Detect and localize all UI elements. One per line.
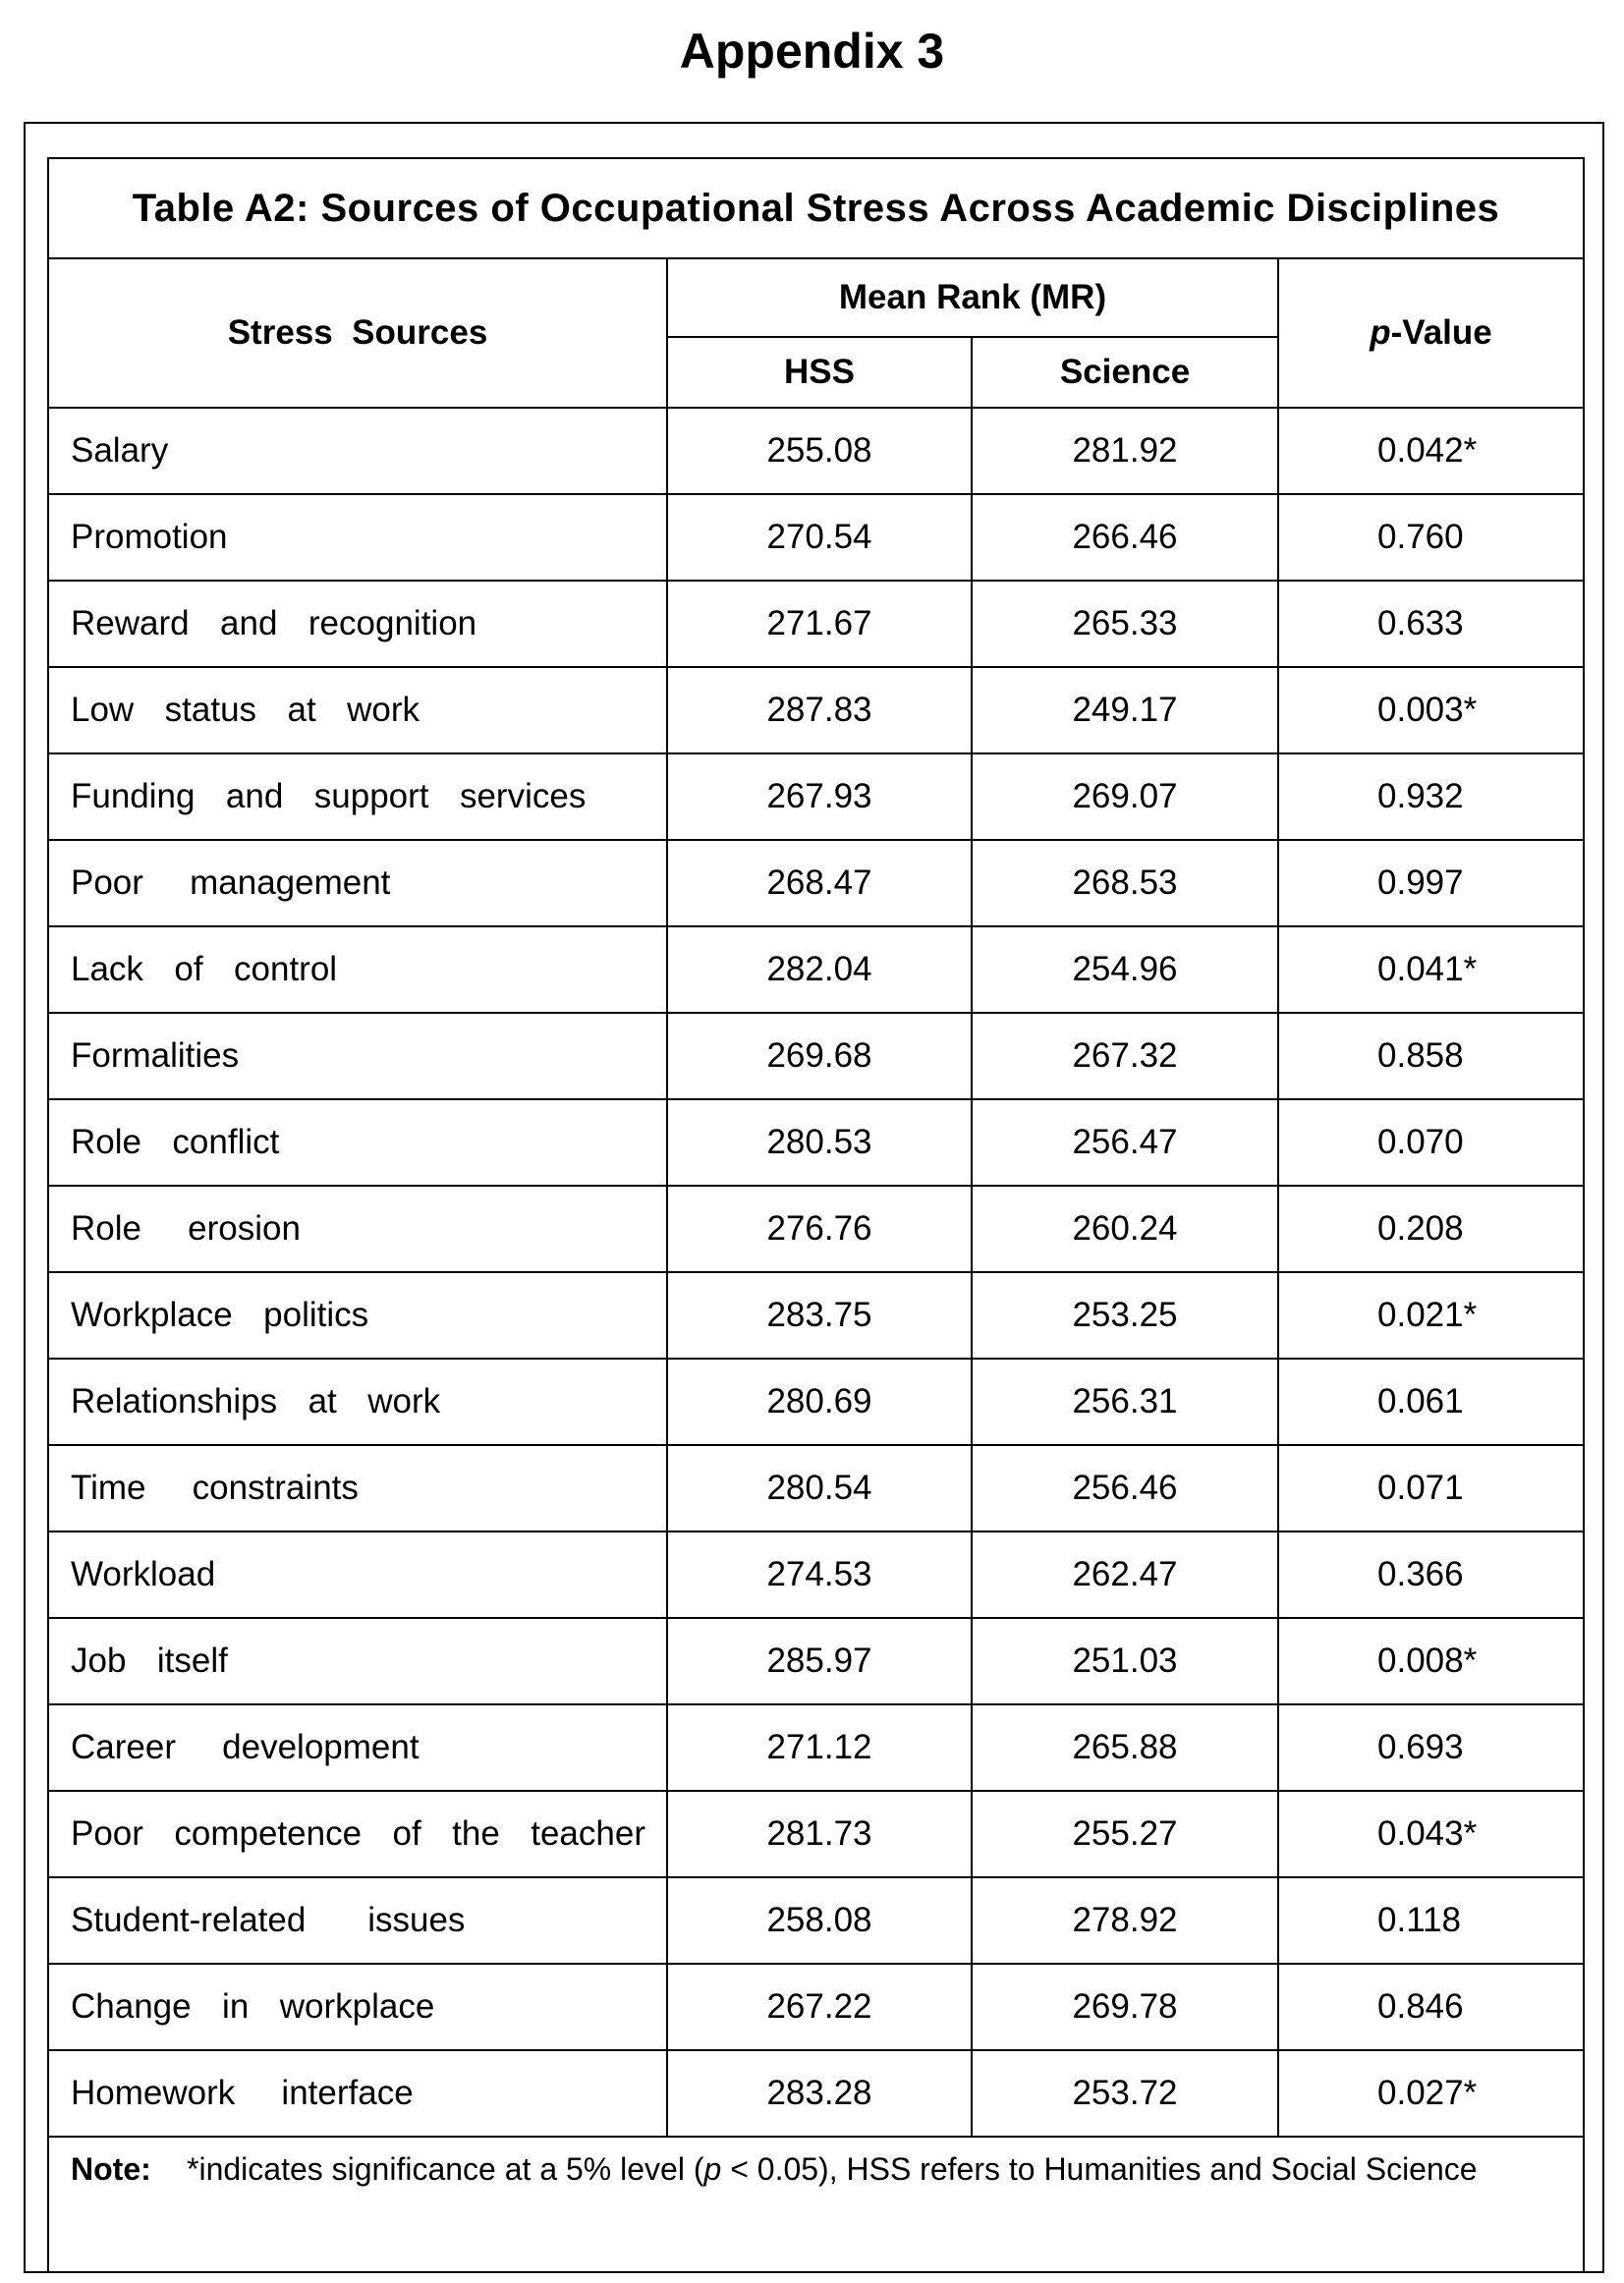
table-title: Table A2: Sources of Occupational Stress Across Academic Disciplines: [48, 158, 1584, 258]
header-p-value: [1278, 258, 1584, 408]
p-value-cell: 0.846: [1278, 1964, 1584, 2050]
table-row: [48, 1704, 1584, 1791]
table-row: [48, 1186, 1584, 1272]
p-value-cell: 0.858: [1278, 1013, 1584, 1099]
table-row: [48, 1013, 1584, 1099]
science-mean-rank-cell: 249.17: [972, 667, 1278, 753]
table-row: [48, 1618, 1584, 1704]
stress-source-cell: Role erosion: [48, 1186, 667, 1272]
table-row: [48, 1445, 1584, 1531]
hss-mean-rank-cell: 281.73: [667, 1791, 972, 1877]
p-value-cell: 0.070: [1278, 1099, 1584, 1186]
hss-mean-rank-cell: 280.54: [667, 1445, 972, 1531]
science-mean-rank-cell: 253.25: [972, 1272, 1278, 1359]
science-mean-rank-cell: 256.47: [972, 1099, 1278, 1186]
stress-source-cell: Role conflict: [48, 1099, 667, 1186]
hss-mean-rank-cell: 271.67: [667, 581, 972, 667]
p-value-cell: 0.693: [1278, 1704, 1584, 1791]
stress-source-cell: Reward and recognition: [48, 581, 667, 667]
hss-mean-rank-cell: 287.83: [667, 667, 972, 753]
science-mean-rank-cell: 267.32: [972, 1013, 1278, 1099]
hss-mean-rank-cell: 267.93: [667, 753, 972, 840]
stress-source-cell: Promotion: [48, 494, 667, 581]
table-row: [48, 1099, 1584, 1186]
hss-mean-rank-cell: 280.53: [667, 1099, 972, 1186]
science-mean-rank-cell: 253.72: [972, 2050, 1278, 2137]
note-text: [187, 2149, 1561, 2189]
p-value-cell: 0.061: [1278, 1359, 1584, 1445]
header-hss: HSS: [667, 337, 972, 408]
p-value-cell: 0.633: [1278, 581, 1584, 667]
header-p-rest: -Value: [1390, 313, 1492, 352]
science-mean-rank-cell: 269.78: [972, 1964, 1278, 2050]
p-value-cell: 0.366: [1278, 1531, 1584, 1618]
table-row: [48, 581, 1584, 667]
hss-mean-rank-cell: 274.53: [667, 1531, 972, 1618]
stress-sources-table: [47, 157, 1585, 2273]
stress-source-cell: Student-related issues: [48, 1877, 667, 1964]
science-mean-rank-cell: 262.47: [972, 1531, 1278, 1618]
hss-mean-rank-cell: 271.12: [667, 1704, 972, 1791]
science-mean-rank-cell: 265.33: [972, 581, 1278, 667]
hss-mean-rank-cell: 258.08: [667, 1877, 972, 1964]
table-note: [48, 2137, 1584, 2272]
table-row: [48, 2050, 1584, 2137]
table-row: [48, 840, 1584, 926]
hss-mean-rank-cell: 255.08: [667, 408, 972, 494]
header-science: Science: [972, 337, 1278, 408]
stress-source-cell: Low status at work: [48, 667, 667, 753]
science-mean-rank-cell: 256.46: [972, 1445, 1278, 1531]
hss-mean-rank-cell: 267.22: [667, 1964, 972, 2050]
note-text-after: < 0.05), HSS refers to Humanities and Social Science: [721, 2151, 1478, 2187]
science-mean-rank-cell: 268.53: [972, 840, 1278, 926]
hss-mean-rank-cell: 276.76: [667, 1186, 972, 1272]
p-value-cell: 0.932: [1278, 753, 1584, 840]
header-stress-sources: Stress Sources: [48, 258, 667, 408]
hss-mean-rank-cell: 270.54: [667, 494, 972, 581]
science-mean-rank-cell: 269.07: [972, 753, 1278, 840]
table-body: [48, 408, 1584, 2137]
table-row: [48, 753, 1584, 840]
stress-source-cell: Formalities: [48, 1013, 667, 1099]
page-heading: Appendix 3: [679, 24, 945, 79]
header-mean-rank: Mean Rank (MR): [667, 258, 1278, 337]
note-text-before: *indicates significance at a 5% level (: [187, 2151, 704, 2187]
table-row: [48, 1272, 1584, 1359]
table-row: [48, 1791, 1584, 1877]
science-mean-rank-cell: 260.24: [972, 1186, 1278, 1272]
hss-mean-rank-cell: 285.97: [667, 1618, 972, 1704]
table-row: [48, 1359, 1584, 1445]
table-row: [48, 1964, 1584, 2050]
science-mean-rank-cell: 265.88: [972, 1704, 1278, 1791]
hss-mean-rank-cell: 283.75: [667, 1272, 972, 1359]
stress-source-cell: Career development: [48, 1704, 667, 1791]
p-value-cell: 0.027*: [1278, 2050, 1584, 2137]
science-mean-rank-cell: 255.27: [972, 1791, 1278, 1877]
stress-source-cell: Poor management: [48, 840, 667, 926]
p-value-cell: 0.041*: [1278, 926, 1584, 1013]
hss-mean-rank-cell: 269.68: [667, 1013, 972, 1099]
p-value-cell: 0.003*: [1278, 667, 1584, 753]
stress-source-cell: Relationships at work: [48, 1359, 667, 1445]
hss-mean-rank-cell: 282.04: [667, 926, 972, 1013]
stress-source-cell: Workplace politics: [48, 1272, 667, 1359]
table-row: [48, 667, 1584, 753]
stress-source-cell: Homework interface: [48, 2050, 667, 2137]
p-value-cell: 0.008*: [1278, 1618, 1584, 1704]
p-value-cell: 0.208: [1278, 1186, 1584, 1272]
table-row: [48, 1877, 1584, 1964]
p-value-cell: 0.760: [1278, 494, 1584, 581]
table-row: [48, 494, 1584, 581]
note-label: Note:: [71, 2151, 151, 2187]
stress-source-cell: Workload: [48, 1531, 667, 1618]
science-mean-rank-cell: 266.46: [972, 494, 1278, 581]
science-mean-rank-cell: 254.96: [972, 926, 1278, 1013]
header-p-italic: p: [1370, 313, 1391, 352]
hss-mean-rank-cell: 283.28: [667, 2050, 972, 2137]
stress-source-cell: Funding and support services: [48, 753, 667, 840]
science-mean-rank-cell: 256.31: [972, 1359, 1278, 1445]
stress-source-cell: Change in workplace: [48, 1964, 667, 2050]
p-value-cell: 0.021*: [1278, 1272, 1584, 1359]
p-value-cell: 0.118: [1278, 1877, 1584, 1964]
p-value-cell: 0.071: [1278, 1445, 1584, 1531]
stress-source-cell: Lack of control: [48, 926, 667, 1013]
stress-source-cell: Poor competence of the teacher: [48, 1791, 667, 1877]
p-value-cell: 0.997: [1278, 840, 1584, 926]
stress-source-cell: Job itself: [48, 1618, 667, 1704]
table-row: [48, 926, 1584, 1013]
note-text-italic: p: [703, 2151, 722, 2187]
science-mean-rank-cell: 251.03: [972, 1618, 1278, 1704]
stress-source-cell: Time constraints: [48, 1445, 667, 1531]
science-mean-rank-cell: 281.92: [972, 408, 1278, 494]
table-row: [48, 408, 1584, 494]
hss-mean-rank-cell: 268.47: [667, 840, 972, 926]
science-mean-rank-cell: 278.92: [972, 1877, 1278, 1964]
p-value-cell: 0.043*: [1278, 1791, 1584, 1877]
table-row: [48, 1531, 1584, 1618]
stress-source-cell: Salary: [48, 408, 667, 494]
hss-mean-rank-cell: 280.69: [667, 1359, 972, 1445]
p-value-cell: 0.042*: [1278, 408, 1584, 494]
